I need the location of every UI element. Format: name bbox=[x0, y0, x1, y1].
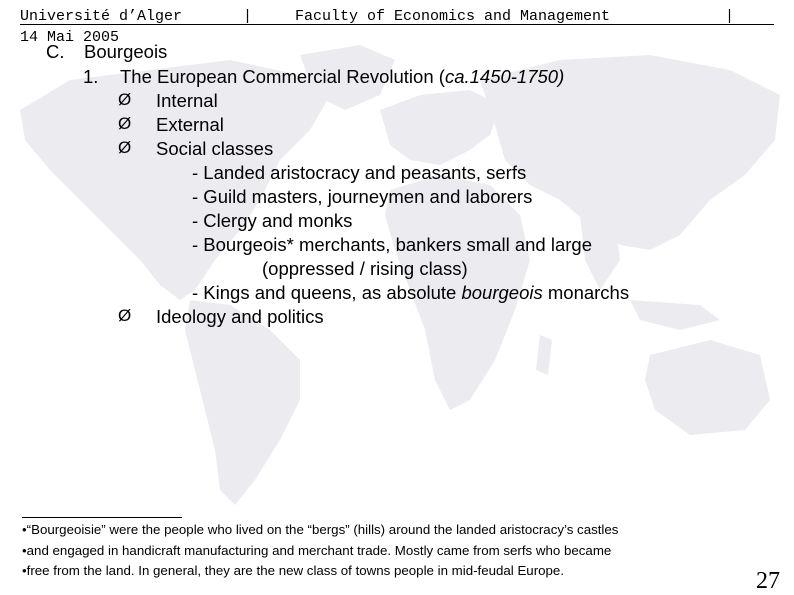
footnote-line-3: •free from the land. In general, they are the new class of towns people in mid-feudal Europe. bbox=[22, 563, 565, 578]
header-faculty: Faculty of Economics and Management bbox=[295, 8, 611, 25]
class-kings-queens bbox=[192, 282, 629, 304]
header-date: 14 Mai 2005 bbox=[20, 29, 120, 46]
header-separator-left: | bbox=[243, 8, 253, 25]
bullet-internal: Internal bbox=[156, 90, 218, 111]
map-south-america bbox=[185, 300, 300, 505]
item-title-main: The European Commercial Revolution ( bbox=[120, 66, 445, 87]
page-number: 27 bbox=[756, 568, 780, 594]
class-guild-masters: - Guild masters, journeymen and laborers bbox=[192, 186, 533, 207]
class-bourgeois: - Bourgeois* merchants, bankers small and large bbox=[192, 234, 592, 255]
item-title-italic: ca.1450-1750) bbox=[444, 66, 565, 87]
kings-suffix: monarchs bbox=[542, 282, 630, 303]
footnote-rule bbox=[22, 517, 182, 518]
kings-italic: bourgeois bbox=[461, 282, 543, 303]
class-clergy: - Clergy and monks bbox=[192, 210, 353, 231]
bullet-external: External bbox=[156, 114, 224, 135]
bullet-ideology: Ideology and politics bbox=[156, 306, 324, 327]
section-marker: C. bbox=[46, 41, 65, 62]
kings-prefix: - Kings and queens, as absolute bbox=[192, 282, 462, 303]
header-rule bbox=[20, 24, 774, 25]
map-madagascar bbox=[536, 335, 552, 375]
map-australia bbox=[645, 340, 770, 435]
footnote-line-1: •“Bourgeoisie” were the people who lived on the “bergs” (hills) around the landed aristocracy’s castles bbox=[22, 522, 619, 537]
section-title: Bourgeois bbox=[84, 41, 168, 62]
bullet-arrow-icon: Ø bbox=[118, 138, 132, 157]
class-bourgeois-note: (oppressed / rising class) bbox=[262, 258, 468, 279]
header-separator-right: | bbox=[725, 8, 735, 25]
footnote-line-2: •and engaged in handicraft manufacturing and merchant trade. Mostly came from serfs who became bbox=[22, 543, 612, 558]
bullet-arrow-icon: Ø bbox=[118, 90, 132, 109]
map-europe bbox=[380, 90, 500, 165]
bullet-arrow-icon: Ø bbox=[118, 114, 132, 133]
item-title bbox=[120, 66, 564, 88]
bullet-arrow-icon: Ø bbox=[118, 306, 132, 325]
map-indonesia bbox=[630, 300, 720, 330]
class-landed-aristocracy: - Landed aristocracy and peasants, serfs bbox=[192, 162, 527, 183]
bullet-social-classes: Social classes bbox=[156, 138, 274, 159]
header-institution: Université d’Alger bbox=[20, 8, 183, 25]
item-number: 1. bbox=[83, 66, 99, 87]
